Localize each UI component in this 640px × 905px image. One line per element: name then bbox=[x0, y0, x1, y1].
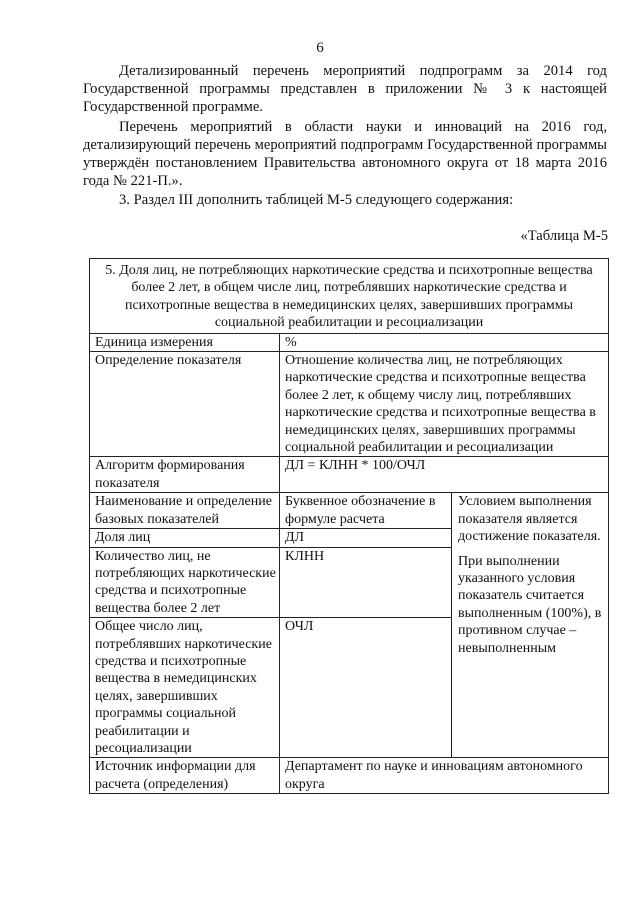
table-title: 5. Доля лиц, не потребляющих наркотические средства и психотропные вещества более 2 лет, в общем числе лиц, потреблявших наркотические средства и психотропные вещества в немедицинских целях, завершивших программы социальной реабилитации и ресоциализации bbox=[90, 259, 609, 334]
algorithm-row bbox=[90, 457, 609, 493]
paragraph-2: Перечень мероприятий в области науки и инноваций на 2016 год, детализирующий перечень мероприятий подпрограмм Государственной программы утверждён постановлением Правительства автономного округа от 18 марта 2016 года № 221-П.». bbox=[83, 118, 607, 190]
completion-condition bbox=[452, 493, 609, 758]
completion-condition-2: При выполнении указанного условия показатель считается выполненным (100%), в противном случае – невыполненным bbox=[458, 553, 602, 656]
source-row bbox=[90, 758, 609, 794]
definition-value: Отношение количества лиц, не потребляющих наркотические средства и психотропные вещества более 2 лет, к общему числу лиц, потреблявших наркотические средства и психотропные вещества в немедицинских целях, завершивших программы социальной реабилитации и ресоциализации bbox=[280, 352, 609, 457]
base-indicator-code: КЛНН bbox=[280, 547, 452, 618]
paragraph-3: 3. Раздел III дополнить таблицей М-5 следующего содержания: bbox=[119, 192, 514, 209]
definition-row bbox=[90, 352, 609, 457]
completion-condition-1: Условием выполнения показателя является достижение показателя. bbox=[458, 494, 601, 545]
algorithm-value: ДЛ = КЛНН * 100/ОЧЛ bbox=[280, 457, 609, 493]
table-title-row bbox=[90, 259, 609, 334]
unit-row bbox=[90, 333, 609, 351]
base-indicator-code: ДЛ bbox=[280, 529, 452, 547]
table-caption: «Таблица М-5 bbox=[520, 228, 608, 244]
body-text bbox=[83, 62, 607, 210]
base-indicators-label: Наименование и определение базовых показателей bbox=[90, 493, 280, 529]
base-indicator-name: Общее число лиц, потреблявших наркотические средства и психотропные вещества в немедицинских целях, завершивших программы социальной реабилитации и ресоциализации bbox=[90, 618, 280, 758]
source-value: Департамент по науке и инновациям автономного округа bbox=[280, 758, 609, 794]
indicator-table bbox=[89, 258, 609, 794]
algorithm-label: Алгоритм формирования показателя bbox=[90, 457, 280, 493]
base-indicators-header-row bbox=[90, 493, 609, 529]
definition-label: Определение показателя bbox=[90, 352, 280, 457]
base-indicator-name: Количество лиц, не потребляющих наркотические средства и психотропные вещества более 2 лет bbox=[90, 547, 280, 618]
page-number: 6 bbox=[316, 40, 324, 56]
base-indicator-name: Доля лиц bbox=[90, 529, 280, 547]
paragraph-1: Детализированный перечень мероприятий подпрограмм за 2014 год Государственной программы представлен в приложении № 3 к настоящей Государственной программе. bbox=[83, 63, 607, 116]
letter-designation-header: Буквенное обозначение в формуле расчета bbox=[280, 493, 452, 529]
unit-value: % bbox=[280, 333, 609, 351]
base-indicator-code: ОЧЛ bbox=[280, 618, 452, 758]
source-label: Источник информации для расчета (определения) bbox=[90, 758, 280, 794]
unit-label: Единица измерения bbox=[90, 333, 280, 351]
